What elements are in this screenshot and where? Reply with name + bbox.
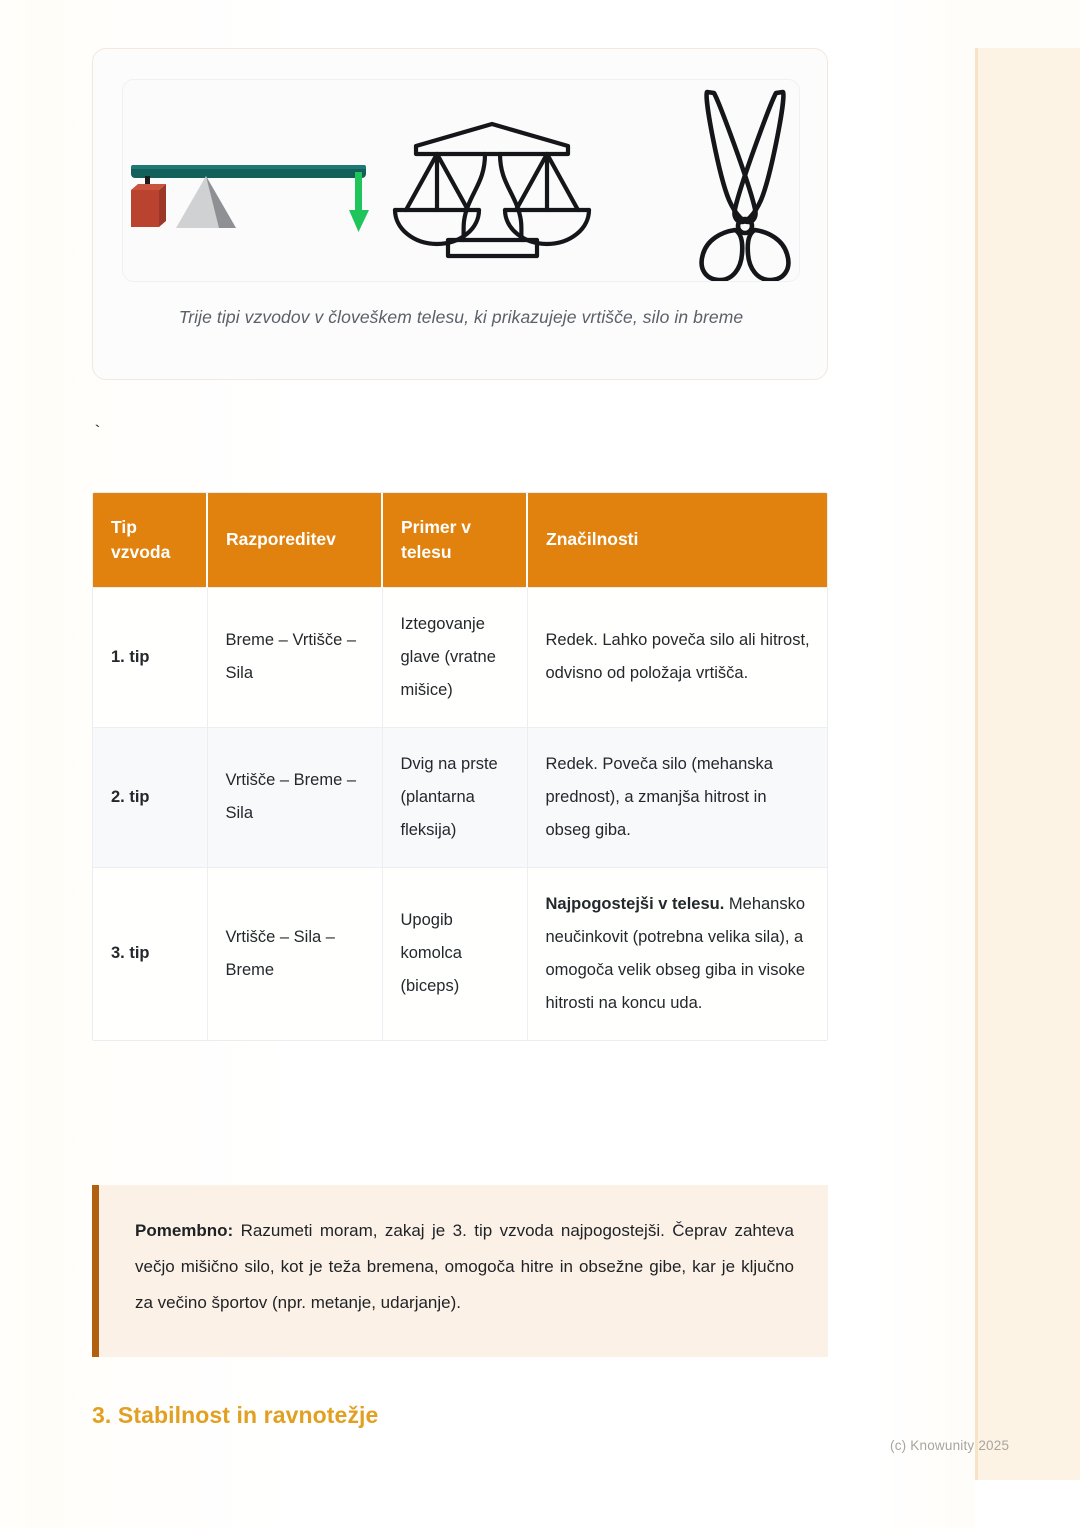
lever-types-table	[93, 493, 828, 1040]
table-row	[93, 867, 828, 1040]
important-callout	[92, 1185, 828, 1357]
cell-example: Dvig na prste (plantarna fleksija)	[382, 727, 527, 867]
cell-example: Iztegovanje glave (vratne mišice)	[382, 587, 527, 727]
cell-arrangement: Breme – Vrtišče – Sila	[207, 587, 382, 727]
table-header-row	[93, 493, 828, 587]
cell-example: Upogib komolca (biceps)	[382, 867, 527, 1040]
copyright-watermark: (c) Knowunity 2025	[890, 1438, 1010, 1453]
figure-caption: Trije tipi vzvodov v človeškem telesu, ki prikazujeje vrtišče, silo in breme	[178, 307, 744, 327]
cell-type: 1. tip	[93, 587, 207, 727]
cell-traits-text: Mehansko neučinkovit (potrebna velika sila), a omogoča velik obseg giba in visoke hitrosti na koncu uda.	[545, 894, 806, 1012]
stray-backtick-text: `	[92, 424, 103, 444]
figure-card	[92, 48, 828, 380]
callout-label: Pomembno:	[135, 1221, 234, 1240]
right-side-band	[975, 48, 1080, 1480]
table-header	[93, 493, 828, 587]
column-header-traits: Značilnosti	[527, 493, 828, 587]
cell-traits	[527, 587, 828, 727]
load-block-icon	[131, 184, 166, 227]
section-heading-stability: 3. Stabilnost in ravnotežje	[92, 1402, 379, 1428]
table-body	[93, 587, 828, 1040]
right-side-band-fade	[975, 1480, 1080, 1528]
cell-arrangement: Vrtišče – Sila – Breme	[207, 867, 382, 1040]
callout-paragraph	[135, 1213, 794, 1321]
cell-traits-text: Redek. Lahko poveča silo ali hitrost, odvisno od položaja vrtišča.	[545, 631, 810, 683]
table-row	[93, 727, 828, 867]
lever-types-table-wrapper	[92, 492, 828, 1041]
table-row	[93, 587, 828, 727]
figure-image-frame	[122, 79, 800, 282]
column-header-type: Tip vzvoda	[93, 493, 207, 587]
cell-arrangement: Vrtišče – Breme – Sila	[207, 727, 382, 867]
column-header-arrangement: Razporeditev	[207, 493, 382, 587]
column-header-example: Primer v telesu	[382, 493, 527, 587]
callout-text: Razumeti moram, zakaj je 3. tip vzvoda najpogostejši. Čeprav zahteva večjo mišično silo, kot je teža bremena, omogoča hitre in obsežne gibe, kar je ključno za večino športov (npr. metanje, udarjanje).	[135, 1221, 794, 1313]
cell-traits	[527, 727, 828, 867]
cell-type: 3. tip	[93, 867, 207, 1040]
cell-type: 2. tip	[93, 727, 207, 867]
cell-traits-lead: Najpogostejši v telesu.	[545, 894, 725, 913]
cell-traits-text: Redek. Poveča silo (mehanska prednost), a zmanjša hitrost in obseg giba.	[545, 754, 773, 839]
cell-traits	[527, 867, 828, 1040]
lever-types-illustration	[123, 80, 800, 282]
